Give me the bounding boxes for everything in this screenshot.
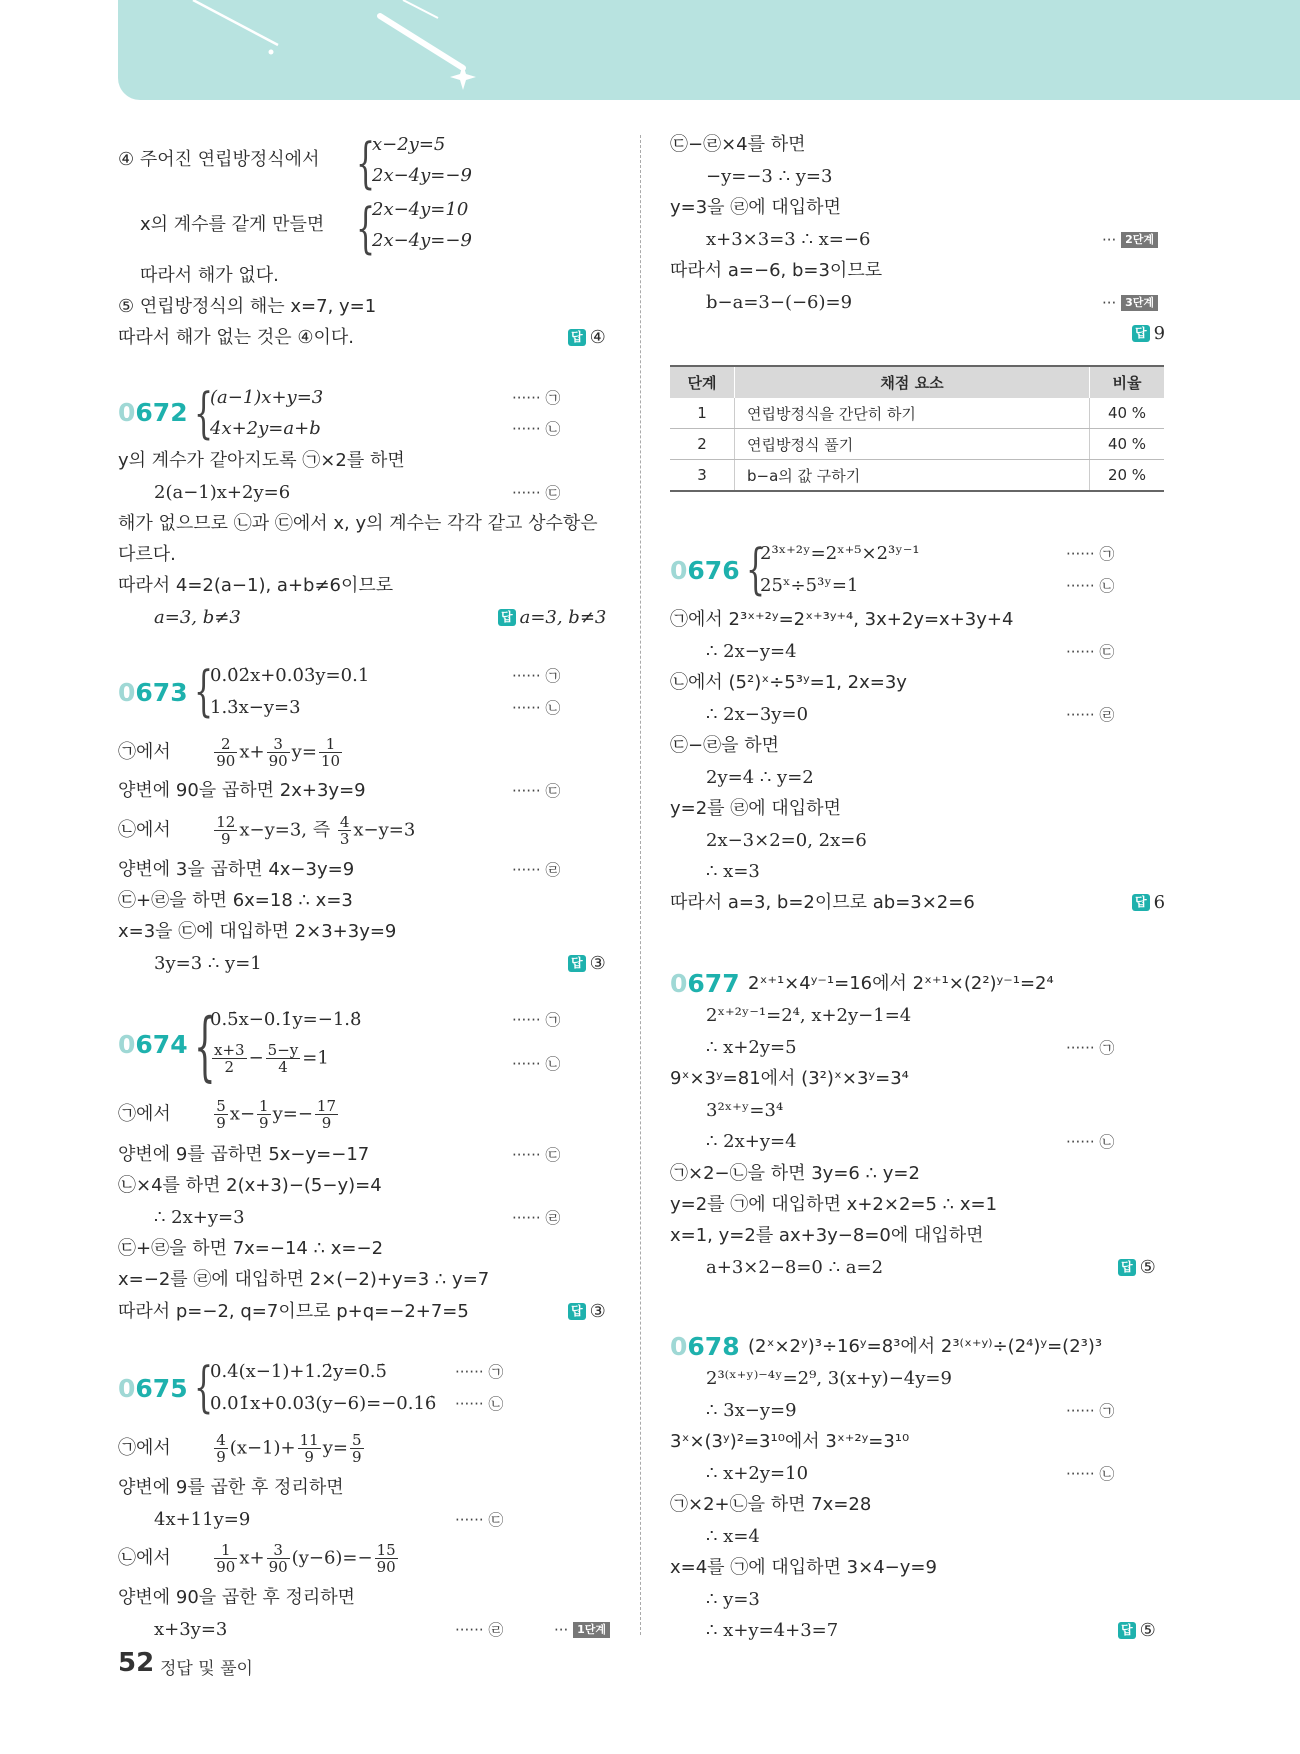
equation: ㉠에서 $\frac{4}{9}$ (x−1)+ $\frac{11}{9}$ y= $\frac{5}{9}$ bbox=[118, 1431, 362, 1466]
text-line: ㉠에서 2³ˣ⁺²ʸ=2ˣ⁺³ʸ⁺⁴, 3x+2y=x+3y+4 bbox=[670, 609, 1014, 630]
answer: 답 ⑤ bbox=[1118, 1619, 1156, 1643]
problem-number: 0673 bbox=[118, 678, 188, 707]
table-cell: 40 % bbox=[1090, 398, 1165, 429]
brace: { bbox=[194, 383, 214, 446]
equation-tag: ······ ㉢ bbox=[1066, 643, 1115, 661]
equation: ∴ x=4 bbox=[706, 1526, 760, 1547]
column-header: 채점 요소 bbox=[735, 366, 1090, 398]
text-line: y=3을 ㉣에 대입하면 bbox=[670, 197, 841, 218]
text-line: 양변에 90을 곱하면 2x+3y=9 bbox=[118, 780, 366, 801]
equation: 2x−3×2=0, 2x=6 bbox=[706, 830, 867, 851]
equation: 0.5̇x−0.1̇y=−1.8̇ bbox=[210, 1009, 362, 1030]
equation: ∴ 3x−y=9 bbox=[706, 1400, 797, 1421]
equation-tag: ······ ㉣ bbox=[455, 1621, 504, 1639]
answer: 답 ③ bbox=[568, 1300, 606, 1324]
equation: ∴ 2x−3y=0 bbox=[706, 704, 809, 725]
text-line: x=−2를 ㉣에 대입하면 2×(−2)+y=3 ∴ y=7 bbox=[118, 1269, 490, 1290]
problem-number: 0677 bbox=[670, 969, 740, 998]
problem-number: 0678 bbox=[670, 1332, 740, 1361]
equation: −y=−3 ∴ y=3 bbox=[706, 166, 833, 187]
table-cell: 1 bbox=[670, 398, 735, 429]
equation: 2x−4y=10 bbox=[372, 199, 469, 220]
equation-tag: ······ ㉡ bbox=[1066, 1465, 1115, 1483]
equation-tag: ······ ㉠ bbox=[512, 667, 561, 685]
equation: a+3×2−8=0 ∴ a=2 bbox=[706, 1257, 884, 1278]
equation: 2x−4y=−9 bbox=[372, 230, 472, 251]
equation-tag: ······ ㉡ bbox=[1066, 577, 1115, 595]
text-line: x=1, y=2를 ax+3y−8=0에 대입하면 bbox=[670, 1225, 984, 1246]
text-line: 양변에 9를 곱한 후 정리하면 bbox=[118, 1477, 344, 1498]
text-line: y의 계수가 같아지도록 ㉠×2를 하면 bbox=[118, 450, 405, 471]
answer: 답 ④ bbox=[568, 326, 606, 350]
problem-number: 0676 bbox=[670, 556, 740, 585]
text-line: ④ 주어진 연립방정식에서 bbox=[118, 149, 320, 170]
brace: { bbox=[194, 1357, 214, 1420]
table-header-row bbox=[670, 366, 1164, 398]
text-line: 2ˣ⁺¹×4ʸ⁻¹=16에서 2ˣ⁺¹×(2²)ʸ⁻¹=2⁴ bbox=[748, 973, 1054, 994]
table-row bbox=[670, 460, 1164, 492]
answer: 답 ⑤ bbox=[1118, 1256, 1156, 1280]
answer: 답 6 bbox=[1132, 891, 1165, 915]
problem-number: 0674 bbox=[118, 1030, 188, 1059]
text-line: y=2를 ㉣에 대입하면 bbox=[670, 798, 841, 819]
text-line: 따라서 a=3, b=2이므로 ab=3×2=6 bbox=[670, 892, 975, 913]
equation-tag: ······ ㉡ bbox=[1066, 1133, 1115, 1151]
equation-tag: ······ ㉡ bbox=[512, 1055, 561, 1073]
brace: { bbox=[356, 133, 376, 196]
page-number: 52 bbox=[118, 1648, 155, 1678]
text-line: y=2를 ㉠에 대입하면 x+2×2=5 ∴ x=1 bbox=[670, 1194, 998, 1215]
equation: 25ˣ÷5³ʸ=1 bbox=[760, 575, 859, 596]
answer-badge-icon: 답 bbox=[1118, 1259, 1136, 1276]
text-line: 해가 없으므로 ㉡과 ㉢에서 x, y의 계수는 각각 같고 상수항은 bbox=[118, 513, 598, 534]
equation: x−2y=5 bbox=[372, 134, 446, 155]
equation-tag: ······ ㉡ bbox=[512, 420, 561, 438]
equation: 2³⁽ˣ⁺ʸ⁾⁻⁴ʸ=2⁹, 3(x+y)−4y=9 bbox=[706, 1368, 952, 1389]
equation: 0.0̇2̇x+0.0̇3̇y=0.1 bbox=[210, 665, 370, 686]
equation-tag: ······ ㉠ bbox=[1066, 1039, 1115, 1057]
column-divider bbox=[640, 135, 641, 1635]
text-line: 양변에 3을 곱하면 4x−3y=9 bbox=[118, 859, 355, 880]
brace: { bbox=[194, 1004, 216, 1092]
equation-tag: ······ ㉢ bbox=[512, 1146, 561, 1164]
answer: 답 9 bbox=[1132, 322, 1165, 346]
equation: 1.3̇x−y=3 bbox=[210, 697, 301, 718]
brace: { bbox=[356, 198, 376, 261]
header-banner bbox=[118, 0, 1300, 100]
equation: x+3y=3 bbox=[154, 1619, 228, 1640]
equation: 2³ˣ⁺²ʸ=2ˣ⁺⁵×2³ʸ⁻¹ bbox=[760, 543, 920, 564]
equation: 2y=4 ∴ y=2 bbox=[706, 767, 814, 788]
text-line: x=4를 ㉠에 대입하면 3×4−y=9 bbox=[670, 1557, 937, 1578]
equation: ∴ x+2y=5 bbox=[706, 1037, 797, 1058]
text-line: 따라서 p=−2, q=7이므로 p+q=−2+7=5 bbox=[118, 1301, 469, 1322]
text-line: ㉢−㉣×4를 하면 bbox=[670, 134, 806, 155]
equation: $\frac{x+3}{2}$ − $\frac{5-y}{4}$ =1 bbox=[214, 1041, 329, 1076]
text-line: ⑤ 연립방정식의 해는 x=7, y=1 bbox=[118, 296, 377, 317]
text-line: ㉢+㉣을 하면 6x=18 ∴ x=3 bbox=[118, 890, 353, 911]
answer-badge-icon: 답 bbox=[1118, 1622, 1136, 1639]
table-cell: 20 % bbox=[1090, 460, 1165, 492]
table-cell: 연립방정식 풀기 bbox=[735, 429, 1090, 460]
equation: a=3, b≠3 bbox=[154, 607, 241, 628]
text-line: 다르다. bbox=[118, 544, 176, 565]
text-line: ㉡에서 (5²)ˣ÷5³ʸ=1, 2x=3y bbox=[670, 672, 907, 693]
table-cell: b−a의 값 구하기 bbox=[735, 460, 1090, 492]
brace: { bbox=[194, 661, 214, 724]
answer-badge-icon: 답 bbox=[568, 1303, 586, 1320]
column-header: 단계 bbox=[670, 366, 735, 398]
equation-tag: ······ ㉢ bbox=[512, 484, 561, 502]
table-row bbox=[670, 429, 1164, 460]
equation: 4x+11y=9 bbox=[154, 1509, 251, 1530]
equation: ∴ 2x+y=4 bbox=[706, 1131, 797, 1152]
equation-tag: ······ ㉡ bbox=[512, 699, 561, 717]
step-marker: ··· 1단계 bbox=[554, 1618, 610, 1642]
equation: ∴ y=3 bbox=[706, 1589, 760, 1610]
equation-tag: ······ ㉠ bbox=[1066, 545, 1115, 563]
text-line: 3ˣ×(3ʸ)²=3¹⁰에서 3ˣ⁺²ʸ=3¹⁰ bbox=[670, 1431, 910, 1452]
equation: ∴ x+y=4+3=7 bbox=[706, 1620, 839, 1641]
table-cell: 2 bbox=[670, 429, 735, 460]
equation: 2ˣ⁺²ʸ⁻¹=2⁴, x+2y−1=4 bbox=[706, 1005, 912, 1026]
equation: 2(a−1)x+2y=6 bbox=[154, 482, 291, 503]
equation-tag: ······ ㉢ bbox=[512, 782, 561, 800]
equation: ∴ 2x+y=3 bbox=[154, 1207, 245, 1228]
answer-badge-icon: 답 bbox=[1132, 325, 1150, 342]
text-line: x의 계수를 같게 만들면 bbox=[140, 214, 325, 235]
footer-title: 정답 및 풀이 bbox=[160, 1659, 253, 1679]
equation: ㉡에서 $\frac{1}{90}$ x+ $\frac{3}{90}$ (y−6)=− $\frac{15}{90}$ bbox=[118, 1541, 396, 1576]
table-row bbox=[670, 398, 1164, 429]
equation: ∴ 2x−y=4 bbox=[706, 641, 797, 662]
answer-badge-icon: 답 bbox=[568, 329, 586, 346]
equation-tag: ······ ㉣ bbox=[512, 861, 561, 879]
answer: 답 ③ bbox=[568, 952, 606, 976]
scoring-table bbox=[670, 365, 1164, 492]
equation: 3y=3 ∴ y=1 bbox=[154, 953, 262, 974]
answer: 답 a=3, b≠3 bbox=[498, 606, 606, 630]
equation: ∴ x+2y=10 bbox=[706, 1463, 809, 1484]
brace: { bbox=[746, 539, 766, 602]
problem-number: 0672 bbox=[118, 398, 188, 427]
text-line: ㉠×2+㉡을 하면 7x=28 bbox=[670, 1494, 872, 1515]
equation: ㉠에서 $\frac{2}{90}$ x+ $\frac{3}{90}$ y= $\frac{1}{10}$ bbox=[118, 735, 341, 770]
table-cell: 연립방정식을 간단히 하기 bbox=[735, 398, 1090, 429]
text-line: 양변에 90을 곱한 후 정리하면 bbox=[118, 1587, 356, 1608]
step-marker: ··· 2단계 bbox=[1102, 228, 1158, 252]
equation-tag: ······ ㉢ bbox=[455, 1511, 504, 1529]
equation: ㉡에서 $\frac{12}{9}$ x−y=3, 즉 $\frac{4}{3}$ x−y=3 bbox=[118, 813, 416, 848]
text-line: 따라서 4=2(a−1), a+b≠6이므로 bbox=[118, 575, 394, 596]
text-line: ㉠×2−㉡을 하면 3y=6 ∴ y=2 bbox=[670, 1163, 920, 1184]
equation: 0.01̇x+0.03̇(y−6)=−0.16̇ bbox=[210, 1393, 437, 1414]
equation-tag: ······ ㉡ bbox=[455, 1395, 504, 1413]
answer-badge-icon: 답 bbox=[1132, 894, 1150, 911]
step-marker: ··· 3단계 bbox=[1102, 291, 1158, 315]
equation: 2x−4y=−9 bbox=[372, 165, 472, 186]
text-line: 따라서 해가 없는 것은 ④이다. bbox=[118, 327, 355, 348]
equation: 3²ˣ⁺ʸ=3⁴ bbox=[706, 1100, 784, 1121]
sparkle-icon bbox=[118, 0, 538, 100]
text-line: 따라서 a=−6, b=3이므로 bbox=[670, 260, 883, 281]
equation: ㉠에서 $\frac{5}{9}$ x− $\frac{1}{9}$ y=− $\frac{17}{9}$ bbox=[118, 1097, 337, 1132]
answer-badge-icon: 답 bbox=[498, 609, 516, 626]
text-line: ㉡×4를 하면 2(x+3)−(5−y)=4 bbox=[118, 1175, 382, 1196]
table-cell: 40 % bbox=[1090, 429, 1165, 460]
column-header: 비율 bbox=[1090, 366, 1165, 398]
table-cell: 3 bbox=[670, 460, 735, 492]
equation-tag: ······ ㉣ bbox=[1066, 706, 1115, 724]
equation: x+3×3=3 ∴ x=−6 bbox=[706, 229, 871, 250]
text-line: 9ˣ×3ʸ=81에서 (3²)ˣ×3ʸ=3⁴ bbox=[670, 1068, 909, 1089]
text-line: ㉢+㉣을 하면 7x=−14 ∴ x=−2 bbox=[118, 1238, 384, 1259]
text-line: ㉢−㉣을 하면 bbox=[670, 735, 779, 756]
equation-tag: ······ ㉠ bbox=[512, 1011, 561, 1029]
equation-tag: ······ ㉠ bbox=[455, 1363, 504, 1381]
equation: b−a=3−(−6)=9 bbox=[706, 292, 853, 313]
equation-tag: ······ ㉣ bbox=[512, 1209, 561, 1227]
problem-number: 0675 bbox=[118, 1374, 188, 1403]
text-line: 따라서 해가 없다. bbox=[140, 265, 279, 286]
text-line: (2ˣ×2ʸ)³÷16ʸ=8³에서 2³⁽ˣ⁺ʸ⁾÷(2⁴)ʸ=(2³)³ bbox=[748, 1336, 1103, 1357]
equation: 0.4̇(x−1)+1.2̇y=0.5̇ bbox=[210, 1361, 387, 1382]
equation-tag: ······ ㉠ bbox=[1066, 1402, 1115, 1420]
answer-badge-icon: 답 bbox=[568, 955, 586, 972]
equation: (a−1)x+y=3 bbox=[210, 387, 324, 408]
equation: 4x+2y=a+b bbox=[210, 418, 321, 439]
equation-tag: ······ ㉠ bbox=[512, 389, 561, 407]
text-line: x=3을 ㉢에 대입하면 2×3+3y=9 bbox=[118, 921, 397, 942]
text-line: 양변에 9를 곱하면 5x−y=−17 bbox=[118, 1144, 370, 1165]
equation: ∴ x=3 bbox=[706, 861, 760, 882]
